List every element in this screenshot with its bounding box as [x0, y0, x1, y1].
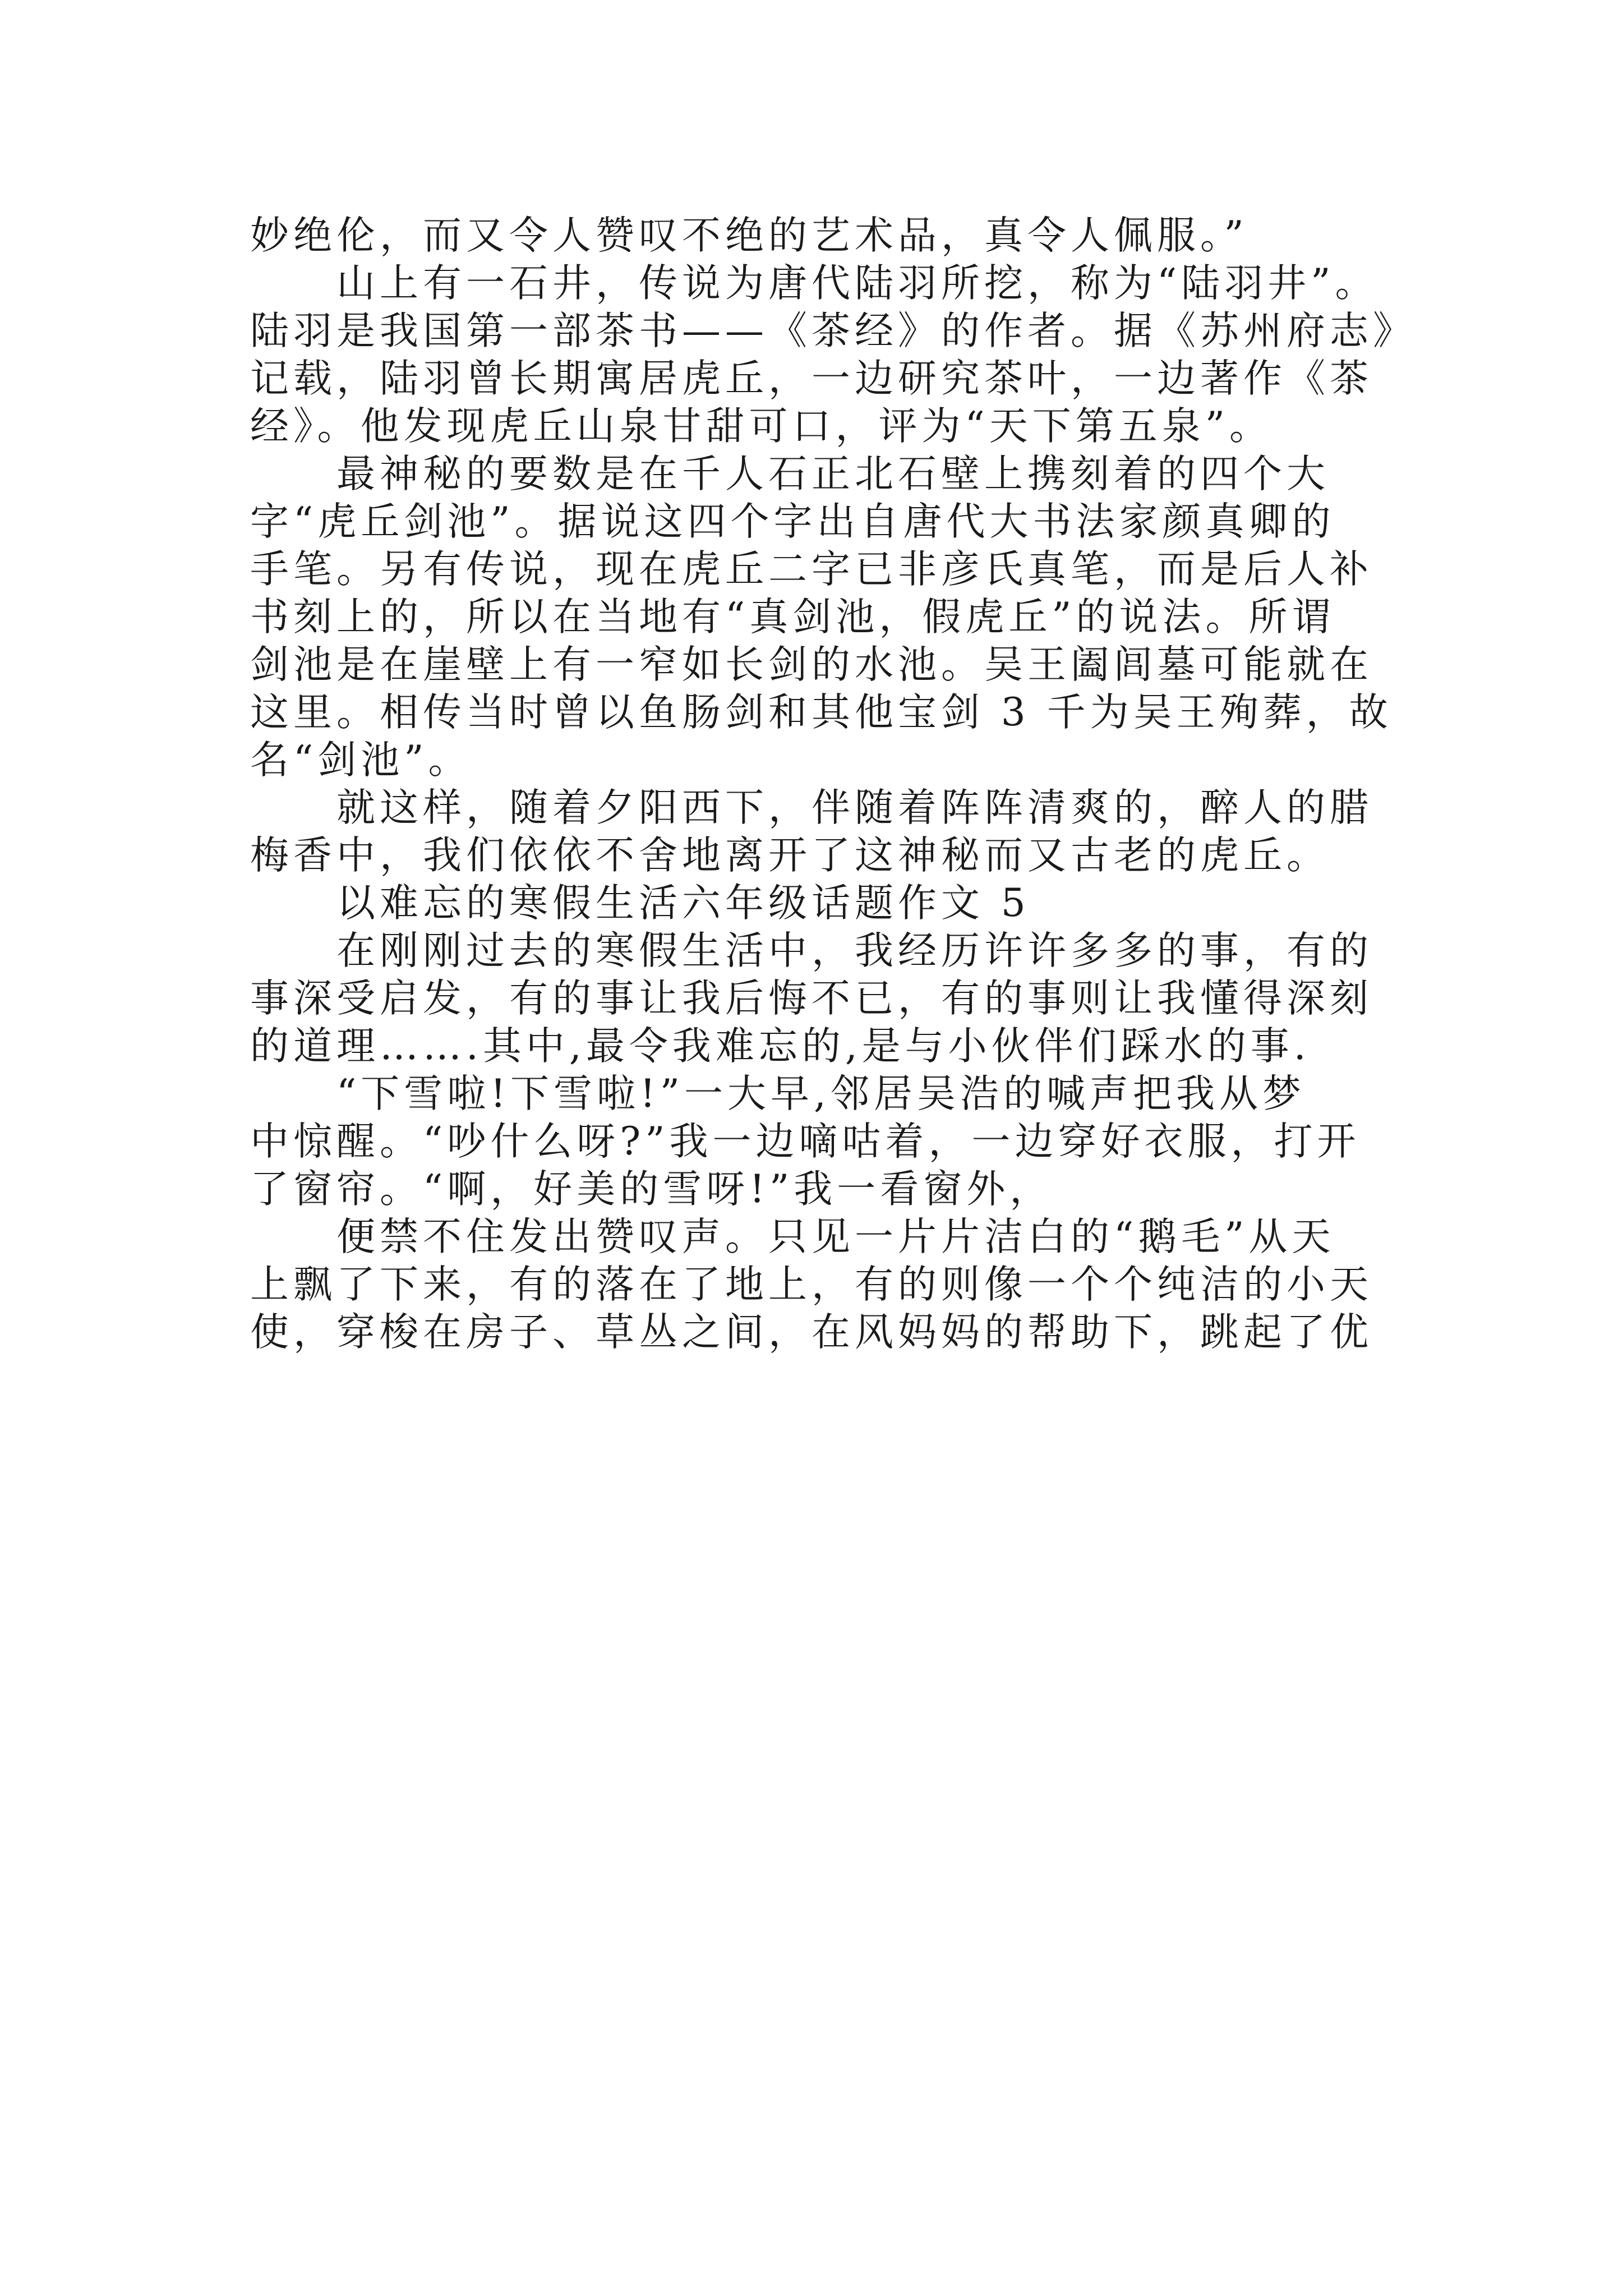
- text-line: 事深受启发，有的事让我后悔不已，有的事则让我懂得深刻: [250, 976, 1373, 1021]
- text-line: 记载，陆羽曾长期寓居虎丘，一边研究茶叶，一边著作《茶: [250, 356, 1373, 401]
- text-line: 手笔。另有传说，现在虎丘二字已非彦氏真笔，而是后人补: [250, 547, 1373, 592]
- text-line: 梅香中，我们依依不舍地离开了这神秘而又古老的虎丘。: [250, 833, 1330, 878]
- text-line: 这里。相传当时曾以鱼肠剑和其他宝剑 3 千为吴王殉葬，故: [250, 690, 1393, 735]
- text-line: 妙绝伦，而又令人赞叹不绝的艺术品，真令人佩服。”: [250, 213, 1248, 258]
- text-line: 剑池是在崖壁上有一窄如长剑的水池。吴王阖闾墓可能就在: [250, 642, 1373, 687]
- text-line: 字“虎丘剑池”。据说这四个字出自唐代大书法家颜真卿的: [250, 499, 1335, 544]
- text-line: 陆羽是我国第一部茶书——《茶经》的作者。据《苏州府志》: [250, 309, 1416, 353]
- paragraph-start-line: 山上有一石井，传说为唐代陆羽所挖，称为“陆羽井”。: [336, 261, 1378, 306]
- text-line: 了窗帘。“啊，好美的雪呀!”我一看窗外，: [250, 1167, 1053, 1212]
- text-line: 上飘了下来，有的落在了地上，有的则像一个个纯洁的小天: [250, 1262, 1373, 1307]
- text-line: 书刻上的，所以在当地有“真剑池，假虎丘”的说法。所谓: [250, 595, 1335, 639]
- text-line: 的道理…….其中,最令我难忘的,是与小伙伴们踩水的事.: [250, 1024, 1311, 1069]
- text-line: 使，穿梭在房子、草丛之间，在风妈妈的帮助下，跳起了优: [250, 1310, 1373, 1355]
- section-heading: 以难忘的寒假生活六年级话题作文 5: [336, 881, 1030, 926]
- paragraph-start-line: 就这样，随着夕阳西下，伴随着阵阵清爽的，醉人的腊: [336, 785, 1373, 830]
- paragraph-start-line: 在刚刚过去的寒假生活中，我经历许许多多的事，有的: [336, 928, 1373, 973]
- text-line: 名“剑池”。: [250, 738, 472, 783]
- paragraph-start-line: 最神秘的要数是在千人石正北石壁上携刻着的四个大: [336, 452, 1330, 496]
- paragraph-start-line: 便禁不住发出赞叹声。只见一片片洁白的“鹅毛”从天: [336, 1214, 1335, 1259]
- paragraph-start-line: “下雪啦!下雪啦!”一大早,邻居吴浩的喊声把我从梦: [336, 1071, 1306, 1116]
- text-line: 中惊醒。“吵什么呀?”我一边嘀咕着，一边穿好衣服，打开: [250, 1119, 1361, 1164]
- text-line: 经》。他发现虎丘山泉甘甜可口，评为“天下第五泉”。: [250, 404, 1273, 449]
